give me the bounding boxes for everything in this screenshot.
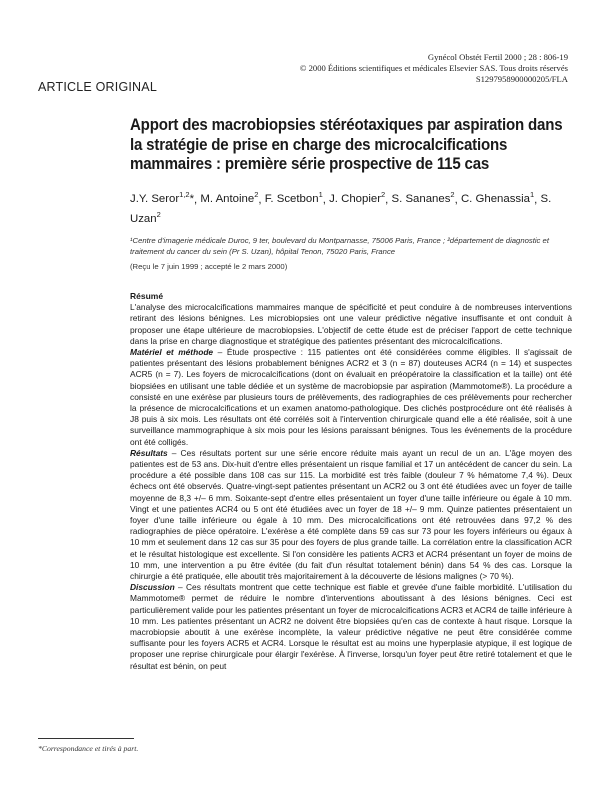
author: C. Ghenassia$^1$ bbox=[460, 190, 535, 206]
author: J. Chopier$^2$ bbox=[329, 190, 386, 206]
author-list: J.Y. Seror$^{1,2}$*, M. Antoine$^2$, F. Scetbon$^1$, J. Chopier$^2$, S. Sananes$^2$, C. Ghenassia$^1$, S. Uzan$^2$ bbox=[130, 190, 552, 226]
section-label: ARTICLE ORIGINAL bbox=[38, 80, 157, 94]
abstract-heading: Résumé bbox=[130, 291, 164, 302]
author: J.Y. Seror$^{1,2}$* bbox=[130, 190, 195, 206]
article-content bbox=[130, 116, 572, 672]
copyright-line: © 2000 Éditions scientifiques et médicales Elsevier SAS. Tous droits réservés bbox=[299, 63, 568, 73]
journal-header bbox=[300, 52, 568, 85]
methods-lead: Matériel et méthode bbox=[130, 346, 214, 357]
footnote-rule bbox=[38, 738, 134, 739]
journal-citation: Gynécol Obstét Fertil 2000 ; 28 : 806-19 bbox=[427, 52, 568, 62]
author: F. Scetbon$^1$ bbox=[264, 190, 323, 206]
abstract-results: Résultats – Ces résultats portent sur une série encore réduite mais ayant un recul de un an. L'âge moyen des patientes est de 53 ans. Dix-huit d'entre elles présentaient un risque familial et 17 un antécédent de cancer du sein. La procédure a été possible dans 108 cas sur 115. La morbidité est très faible (douleur 7 % hématome 7,4 %). Deux échecs ont été observés. Quatre-vingt-sept patientes présentant un ACR2 ou 3 ont été étudiées avec un foyer de taille moyenne de 8,3 +/– 6 mm. Soixante-sept d'entre elles présentaient un foyer d'une taille inférieure ou égale à 10 mm. Vingt et une patientes ACR4 ou 5 ont été étudiées avec un foyer de 18 +/– 9 mm. Quinze patientes présentaient un foyer d'une taille inférieure ou égale à 10 mm. Des microcalcifications ont été retrouvées dans 97,2 % des radiographies de pièce opératoire. L'exérèse a été complète dans 59 cas sur 73 pour les foyers inférieurs ou égaux à 10 mm et seulement dans 12 cas sur 35 pour des foyers de plus grande taille. La corrélation entre la classification ACR et le résultat histologique est excellente. Si l'on considère les patients ACR3 et ACR4 présentant un foyer de moins de 10 mm, une intervention a pu être évitée (du fait d'un résultat totalement bénin) dans 54 % des cas. Lorsque la chirurgie a été pratiquée, elle aboutit très majoritairement à la découverte de lésions malignes (> 70 %). bbox=[130, 447, 572, 581]
results-lead: Résultats bbox=[130, 447, 168, 458]
pii-code: S1297958900000205/FLA bbox=[475, 74, 568, 84]
author: M. Antoine$^2$ bbox=[200, 190, 259, 206]
discussion-lead: Discussion bbox=[130, 582, 175, 593]
abstract-discussion: Discussion – Ces résultats montrent que cette technique est fiable et grevée d'une faible morbidité. L'utilisation du Mammotome® permet de réduire le nombre d'interventions aboutissant à des lésions bénignes. Ceci est particulièrement valide pour les patientes présentant un foyer de microcalcifications ACR3 et ACR4 de taille inférieure à 10 mm. Les patientes présentant un ACR2 ne doivent être biopsiées qu'en cas de contexte à haut risque. Lorsque la macrobiopsie aboutit à une exérèse incomplète, la valeur prédictive négative ne peut être considérée comme suffisante pour les foyers ACR5 et ACR4. Lorsque le résultat est au moins une hyperplasie atypique, il est logique de proposer une reprise chirurgicale pour élargir l'exérèse. À l'inverse, lorsqu'un foyer peut être retiré totalement et que le résultat est bénin, on peut bbox=[130, 582, 572, 671]
received-dates: (Reçu le 7 juin 1999 ; accepté le 2 mars 2000) bbox=[130, 262, 288, 272]
abstract-intro: L'analyse des microcalcifications mammaires manque de spécificité et peut conduire à de nombreuses interventions retirant des lésions bénignes. Les microbiopsies ont une valeur prédictive négative insuffisante et ont conduit à proposer une étape ultérieure de macrobiopsies. L'objectif de cette étude est de préciser l'apport de cette technique dans la prise en charge diagnostique et stratégique des patientes présentant des microcalcifications. bbox=[130, 302, 572, 346]
footnote: *Correspondance et tirés à part. bbox=[38, 744, 139, 753]
abstract-body bbox=[130, 302, 572, 672]
abstract-methods: Matériel et méthode – Étude prospective : 115 patientes ont été considérées comme éligibles. Il s'agissait de patientes présentant des lésions probablement bénignes ACR2 et 3 (n = 87) douteuses ACR4 (n = 14) et suspectes ACR5 (n = 7). Les foyers de microcalcifications (dont on évaluait en préopératoire la classification et la taille) ont été biopsiées en utilisant une table dédiée et un système de macrobiopsie par aspiration (Mammotome®). La procédure a consisté en une exérèse par plusieurs tours de prélèvements, des radiographies de ces prélèvements pour rechercher la présence de microcalcifications et un examen anatomo-pathologique. Des clichés postprocédure ont été réalisés à J8 puis à six mois. Les résultats ont été corrélés soit à l'intervention chirurgicale quand elle a été réalisée, soit à une surveillance mammographique à six mois pour les lésions paraissant bénignes. Tous les événements de la procédure ont été colligés. bbox=[130, 346, 573, 447]
affiliations: ¹Centre d'imagerie médicale Duroc, 9 ter, boulevard du Montparnasse, 75006 Paris, France ; ²département de diagnostic et traitement du cancer du sein (Pr S. Uzan), hôpital Tenon, 75020 Paris, France bbox=[130, 236, 549, 257]
author: S. Uzan$^2$ bbox=[130, 193, 552, 226]
article-title: Apport des macrobiopsies stéréotaxiques par aspiration dans la stratégie de prise en charge des microcalcifications mammaires : première série prospective de 115 cas bbox=[130, 116, 563, 173]
author: S. Sananes$^2$ bbox=[391, 190, 455, 206]
